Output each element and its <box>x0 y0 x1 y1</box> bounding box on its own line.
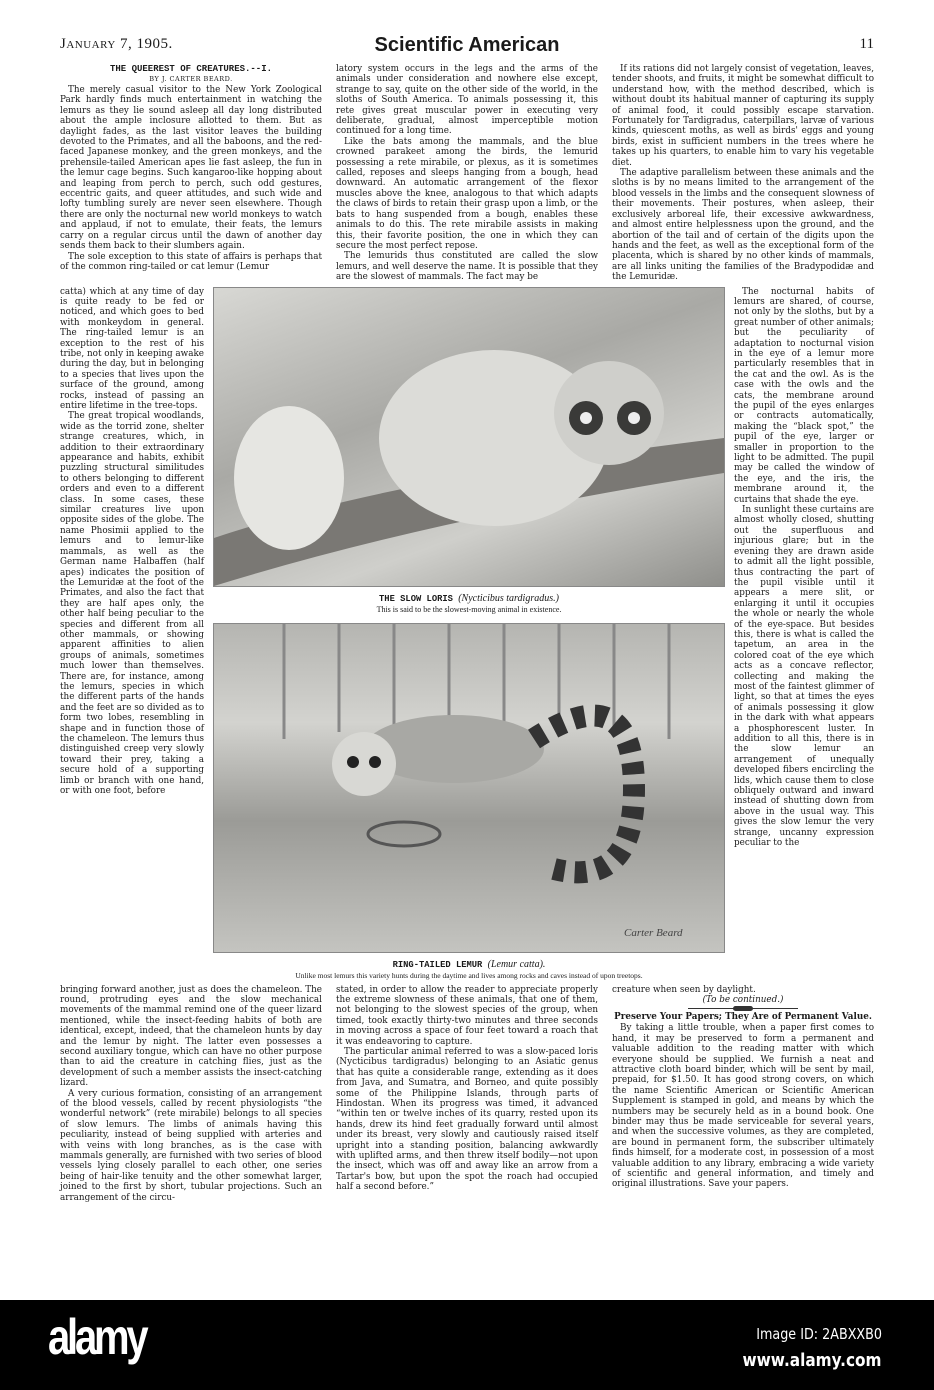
ornament-divider <box>688 1008 798 1009</box>
paragraph: A very curious formation, consisting of an arrangement of the blood vessels, called by recent physiologists “the wonderful network” (rete mirabile) belongs to all species of slow lemurs. The limbs of animals having this peculiarity, instead of being supplied with arteries and with veins with long branches, as is the case with mammals generally, are furnished with two series of blood vessels lying closely parallel to each other, one series being of hair-like tenuity and the other somewhat larger, joined to the first by short, tubular projections. Such an arrangement of the circu- <box>60 1088 322 1203</box>
loris-caption: THE SLOW LORIS (Nycticibus tardigradus.) <box>379 592 559 604</box>
column2-bottom-text <box>336 985 598 1193</box>
lemur-caption: RING-TAILED LEMUR (Lemur catta). <box>392 958 546 970</box>
column1-bottom-text <box>60 985 322 1204</box>
paragraph: The merely casual visitor to the New York Zoological Park hardly finds much entertainment in watching the lemurs as they lie sound asleep all day long distributed about the ample inclosure allotted to them. But as daylight fades, as the last visitor leaves the building devoted to the Primates, and all the baboons, and the red-faced Japanese monkey, and the green monkeys, and the prehensile-tailed American apes lie fast asleep, the fun in the lemur cage begins. Such kangaroo-like hopping about and leaping from perch to perch, such odd gestures, eccentric gaits, and queer attitudes, and such wide and lofty tumbling surely are never seen elsewhere. Though there are only the nocturnal new world monkeys to watch and applaud, if not to emulate, their feats, the lemurs carry on a regular circus until the dawn of another day sends them back to their slumbers again. <box>60 85 322 252</box>
column1-narrow-text <box>60 287 204 797</box>
paragraph: bringing forward another, just as does the chameleon. The round, protruding eyes and the slow mechanical movements of the mammal remind one of the queer lizard mentioned, while the insect-feeding habits of both are identical, except, indeed, that the chameleon hunts by day and the lemur by night. The latter even possesses a second auxiliary tongue, which can have no other purpose than to aid the creature in catching flies, just as the development of such a member assists the insect-catching lizard. <box>60 984 322 1089</box>
paragraph: creature when seen by daylight. <box>612 984 756 995</box>
lemur-drawing-icon <box>214 624 724 952</box>
bottom-columns <box>60 985 874 1204</box>
column3-bottom-text <box>612 985 874 1190</box>
artist-signature: Carter Beard <box>624 926 683 939</box>
paragraph: The lemurids thus constituted are called the slow lemurs, and well deserve the name. It is possible that they are the slowest of mammals. The fact may be <box>336 251 598 283</box>
image-id: Image ID: 2ABXXB0 <box>756 1325 882 1343</box>
slow-loris-illustration <box>213 287 725 587</box>
lemur-subcaption: Unlike most lemurs this variety hunts during the daytime and lives among rocks and caves instead of upon treetops. <box>295 970 643 980</box>
loris-drawing-icon <box>214 288 724 586</box>
figure-row <box>60 287 874 981</box>
paragraph: The adaptive parallelism between these animals and the sloths is by no means limited to the arrangement of the blood vessels in the limbs and the consequent slowness of their movements. Their postures, when asleep, their exclusively arboreal life, their excessive awkwardness, and almost entire helplessness upon the ground, and the abortion of the tail and of certain of the digits upon the hands and the feet, as well as the exceptional form of the placenta, which is shared by no other kinds of mammals, are all links uniting the families of the Bradypodidæ and the Lemuridæ. <box>612 168 874 283</box>
to-be-continued: (To be continued.) <box>702 994 784 1005</box>
paragraph: The nocturnal habits of lemurs are shared, of course, not only by the sloths, but by a great number of other animals; but the peculiarity of adaptation to nocturnal vision in the eye of a lemur more particularly resembles that in the cat and the owl. As is the case with the owls and the cats, the membrane around the pupil of the eyes enlarges or contracts automatically, making the “black spot,” the pupil of the eye, larger or smaller in proportion to the light to be admitted. The pupil may be called the window of the eye, and the iris, the membrane around it, the curtains that shade the eye. <box>734 286 874 505</box>
alamy-logo: alamy <box>48 1309 146 1365</box>
magazine-title: Scientific American <box>374 34 560 56</box>
paragraph: In sunlight these curtains are almost wholly closed, shutting out the superfluous and injurious glare; but in the evening they are drawn aside to admit all the light possible, thus contracting the part of the pupil visible until it appears a mere slit, or enlarging it until it occupies the whole or nearly the whole of the eye-space. But besides this, there is what is called the tapetum, an area in the colored coat of the eye which acts as a concave reflector, collecting and making the most of the faintest glimmer of light, so that at times the eyes of animals possessing it glow in the dark with what appears a phosphorescent luster. In addition to all this, there is in the slow lemur an arrangement of unequally developed fibers encircling the lids, which cause them to close obliquely outward and inward instead of shutting down from above in the usual way. This gives the slow lemur the very strange, uncanny expression peculiar to the <box>734 505 874 849</box>
paragraph: The sole exception to this state of affairs is perhaps that of the common ring-tailed or cat lemur (Lemur <box>60 251 322 272</box>
watermark-bar <box>0 1300 934 1390</box>
column3-top-text <box>612 64 874 283</box>
paragraph: Like the bats among the mammals, and the blue crowned parakeet among the birds, the lemurid possessing a rete mirabile, or plexus, as it is sometimes called, reposes and sleeps hanging from a bough, head downward. An automatic arrangement of the flexor muscles above the knee, analogous to that which adapts the claws of birds to retain their grasp upon a limb, or the bats to hang suspended from a bough, enables these animals to do this. The rete mirabile assists in making this, their favorite position, the one in which they can secure the most perfect repose. <box>336 136 598 251</box>
article-title: THE QUEEREST OF CREATURES.--I. <box>109 64 273 74</box>
paragraph: stated, in order to allow the reader to appreciate properly the extreme slowness of these animals, that one of them, not belonging to the slowest species of the group, when timed, took exactly thirty-two minutes and three seconds in moving across a space of four feet toward a roach that it was endeavoring to capture. <box>336 984 598 1047</box>
paragraph: The particular animal referred to was a slow-paced loris (Nycticibus tardigradus) belonging to an Asiatic genus that has quite a considerable range, extending as it does from Java, and Sumatra, and Borneo, and quite possibly some of the Philippine Islands, through parts of Hindostan. When its progress was timed, it advanced “within ten or twelve inches of its quarry, rested upon its hands, drew its hind feet gradually forward until almost under its breast, very slowly and cautiously raised itself upright into a standing position, balancing awkwardly with uplifted arms, and then threw itself bodily—not upon the insect, which was off and away like an arrow from a Tartar's bow, but upon the spot the roach had occupied half a second before.” <box>336 1046 598 1193</box>
watermark-url: www.alamy.com <box>743 1350 882 1371</box>
page-header <box>60 34 874 64</box>
column3-narrow-text <box>734 287 874 849</box>
column1-top-text <box>60 64 322 272</box>
loris-subcaption: This is said to be the slowest-moving animal in existence. <box>376 604 562 614</box>
paragraph: If its rations did not largely consist of vegetation, leaves, tender shoots, and fruits, it might be somewhat difficult to understand how, with the method described, which is without doubt its habitual manner of capturing its supply of animal food, it could possibly escape starvation. Fortunately for Tardigradus, caterpillars, larvæ of various kinds, quiescent moths, as well as birds' eggs and young birds, exist in sufficient numbers in the trees where he takes up his quarters, to enable him to vary his vegetable diet. <box>612 64 874 168</box>
paragraph: latory system occurs in the legs and the arms of the animals under consideration and nowhere else except, strange to say, quite on the other side of the world, in the sloths of South America. To animals possessing it, this rete gives great muscular power in executing very deliberate, gradual, almost imperceptible motion continued for a long time. <box>336 64 598 137</box>
paragraph: The great tropical woodlands, wide as the torrid zone, shelter strange creatures, which, in addition to their extraordinary appearance and habits, exhibit puzzling structural similitudes to others belonging to different orders and even to a different class. In some cases, these similar creatures live upon opposite sides of the globe. The name Phosimii applied to the lemurs and to lemur-like mammals, as well as the German name Halbaffen (half apes) indicates the position of the Lemuridæ at the foot of the Primates, and also the fact that they are half apes only, the other half being peculiar to the species and different from all other mammals, or showing apparent affinities to alien groups of animals, sometimes much lower than themselves. There are, for instance, among the lemurs, species in which the different parts of the hands and the feet are so divided as to form two lobes, resembling in shape and in function those of the chameleon. The lemurs thus distinguished creep very slowly toward their prey, taking a secure hold of a supporting limb or branch with one hand, or with one foot, before <box>60 411 204 797</box>
ring-tailed-lemur-illustration <box>213 623 725 953</box>
figures <box>213 287 725 981</box>
issue-date: January 7, 1905. <box>60 36 173 52</box>
page-number: 11 <box>859 36 874 52</box>
notice-body: By taking a little trouble, when a paper first comes to hand, it may be preserved to form a permanent and valuable addition to the reading matter with which everyone should be supplied. We furnish a neat and attractive cloth board binder, which will be sent by mail, prepaid, for $1.50. It has good strong covers, on which the name Scientific American or Scientific American Supplement is stamped in gold, and means by which the numbers may be securely held as in a bound book. One binder may thus be made serviceable for several years, and when the successive volumes, as they are completed, are bound in permanent form, the subscriber ultimately finds himself, for a moderate cost, in possession of a most valuable addition to any library, embracing a wide variety of scientific and general information, and timely and original illustrations. Save your papers. <box>612 1023 874 1190</box>
top-columns <box>60 64 874 283</box>
notice-heading: Preserve Your Papers; They Are of Permanent Value. <box>614 1012 872 1023</box>
column2-top-text <box>336 64 598 283</box>
paragraph: catta) which at any time of day is quite ready to be fed or noticed, and which goes to bed with monkeydom in general. The ring-tailed lemur is an exception to the rest of his tribe, not only in keeping awake during the day, but in belonging to a species that lives upon the surface of the ground, among rocks, instead of passing an entire lifetime in the tree-tops. <box>60 286 204 411</box>
article-byline: BY J. CARTER BEARD. <box>149 75 233 83</box>
